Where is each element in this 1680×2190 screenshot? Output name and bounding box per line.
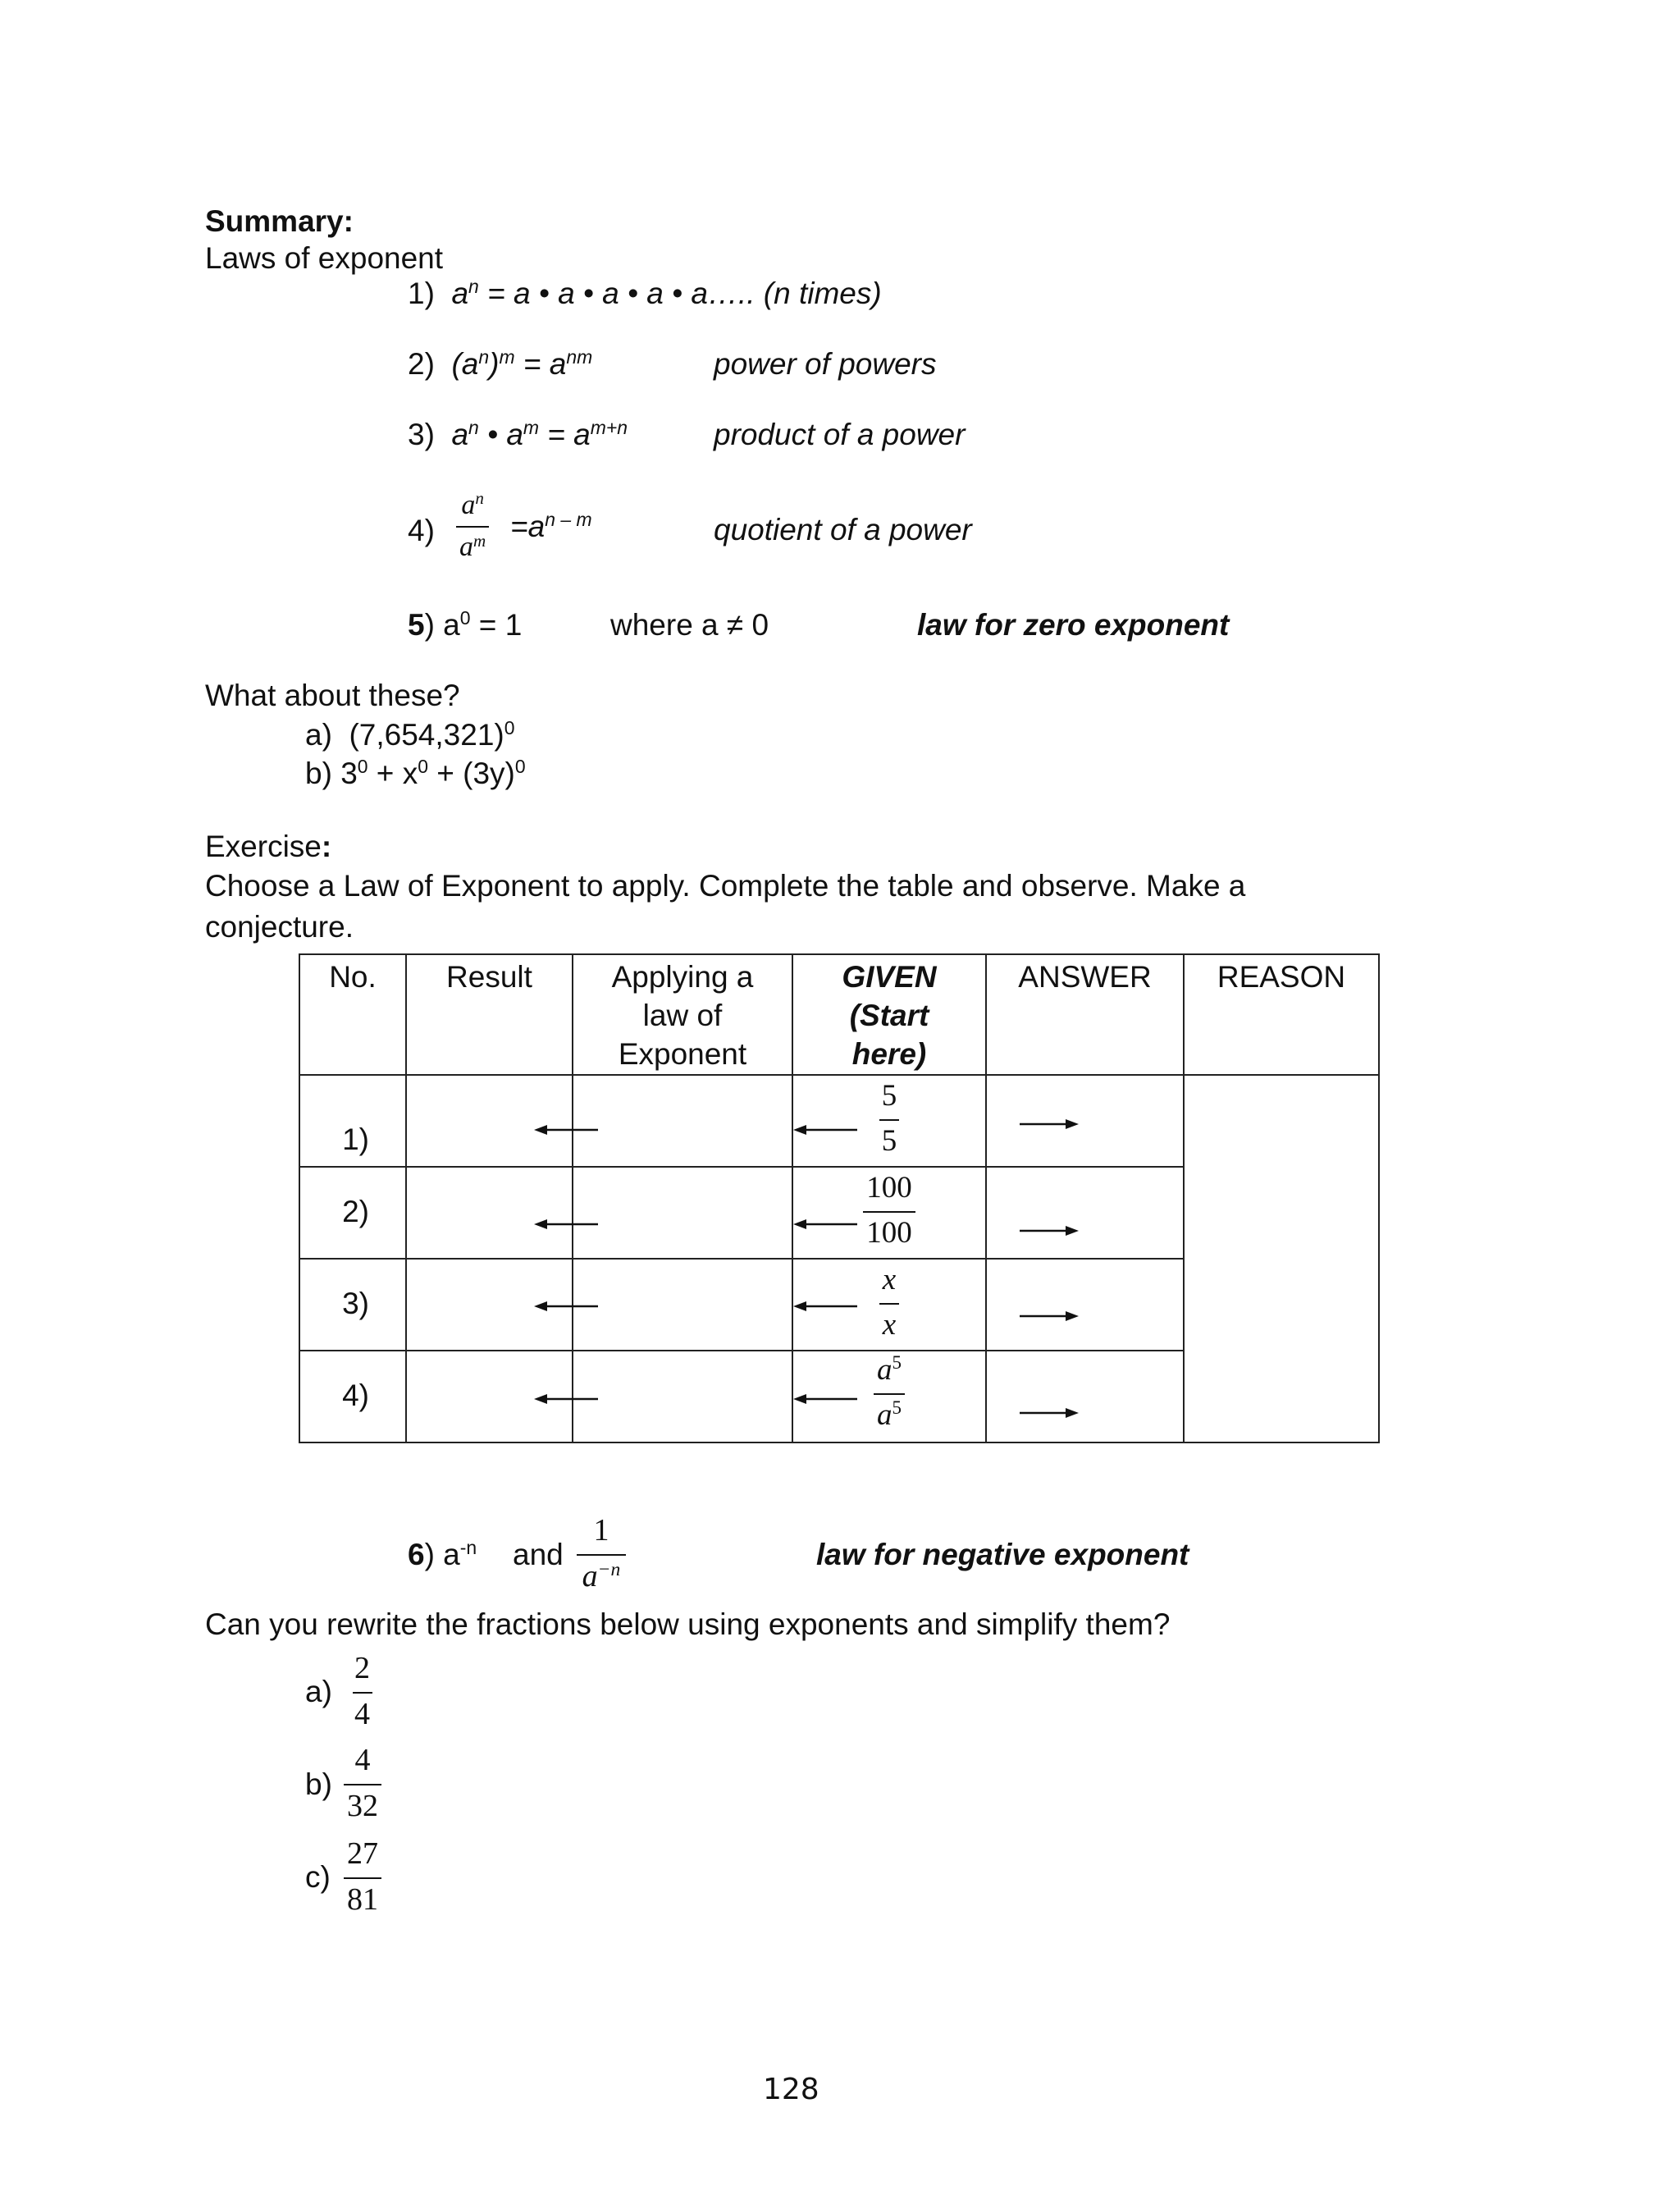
item-b-exp-2: 0 <box>418 756 428 778</box>
law-6-and: and <box>513 1538 564 1571</box>
given-numerator: 100 <box>866 1170 912 1205</box>
header-result <box>406 954 573 1075</box>
law-3-name: product of a power <box>714 418 966 451</box>
rewrite-c-numerator: 27 <box>347 1836 378 1871</box>
row-3-result-cell[interactable] <box>406 1259 573 1351</box>
item-b-term-2: + x <box>368 757 418 790</box>
item-b-term-1: 3 <box>340 757 358 790</box>
row-4-applying-cell[interactable] <box>573 1351 792 1442</box>
exercise-colon: : <box>321 830 332 863</box>
row-4-given-cell <box>792 1351 986 1442</box>
given-fraction <box>879 1263 899 1342</box>
table-header-row <box>299 954 1379 1075</box>
header-given <box>792 954 986 1075</box>
row-number: 4) <box>342 1378 369 1412</box>
item-a-exp: 0 <box>504 717 515 739</box>
row-1-applying-cell[interactable] <box>573 1075 792 1167</box>
law-1-number: 1) <box>408 277 435 310</box>
law-2-paren: ) <box>489 347 500 381</box>
exercise-instructions-line-2: conjecture. <box>205 910 354 944</box>
item-b-exp-1: 0 <box>357 756 368 778</box>
law-4-rhs-base: =a <box>510 510 546 543</box>
right-arrow-icon <box>1020 1310 1079 1322</box>
row-1-given-cell <box>792 1075 986 1167</box>
law-6-numerator: 1 <box>593 1513 609 1548</box>
law-5-name: law for zero exponent <box>917 608 1230 642</box>
law-6-base: a <box>434 1538 460 1571</box>
law-5 <box>408 607 522 643</box>
given-denominator: x <box>882 1307 897 1342</box>
row-1-no <box>299 1075 406 1167</box>
law-5-exp: 0 <box>459 607 471 629</box>
law-5-condition: where a ≠ 0 <box>610 608 769 642</box>
rewrite-a-numerator: 2 <box>354 1651 370 1685</box>
given-denominator: a <box>877 1397 892 1432</box>
header-applying-line-2: law of <box>642 998 723 1032</box>
law-2-outer-exp: m <box>499 346 515 368</box>
given-fraction <box>863 1171 915 1250</box>
law-4-rhs <box>510 509 592 545</box>
laws-subheading: Laws of exponent <box>205 241 444 275</box>
law-2-rhs: = a <box>514 347 567 381</box>
what-about-a <box>305 717 514 753</box>
rewrite-c-label: c) <box>305 1860 331 1894</box>
given-numerator: a <box>877 1352 892 1387</box>
header-no-text: No. <box>329 960 377 994</box>
law-6-denominator: a <box>582 1558 598 1593</box>
rewrite-b-fraction <box>344 1743 381 1824</box>
law-1-expansion: = a • a • a • a • a….. (n times) <box>478 277 882 310</box>
exercise-heading-text: Exercise <box>205 830 322 863</box>
law-4-fraction <box>456 489 489 563</box>
given-numerator-exp: 5 <box>892 1352 902 1374</box>
item-a-label: a) <box>305 718 332 752</box>
item-a-base: (7,654,321) <box>349 718 504 752</box>
law-5-paren: ) <box>424 608 435 642</box>
row-2-answer-cell[interactable] <box>986 1167 1184 1259</box>
header-applying <box>573 954 792 1075</box>
row-2-result-cell[interactable] <box>406 1167 573 1259</box>
item-b-term-3: + (3y) <box>427 757 515 790</box>
table-row <box>299 1075 1379 1167</box>
what-about-prompt: What about these? <box>205 679 460 712</box>
item-b-exp-3: 0 <box>514 756 526 778</box>
law-1-exponent: n <box>468 276 479 298</box>
reason-cell[interactable] <box>1184 1075 1379 1442</box>
law-6-fraction <box>577 1513 626 1594</box>
rewrite-a-fraction <box>351 1651 373 1732</box>
row-number: 3) <box>342 1286 369 1320</box>
law-6-paren: ) <box>424 1538 435 1571</box>
what-about-b <box>305 756 526 792</box>
law-6-name: law for negative exponent <box>816 1538 1189 1571</box>
row-2-no <box>299 1167 406 1259</box>
rewrite-b-denominator: 32 <box>347 1788 378 1823</box>
law-5-number: 5 <box>408 608 425 642</box>
row-3-given-cell <box>792 1259 986 1351</box>
row-4-answer-cell[interactable] <box>986 1351 1184 1442</box>
law-3-number: 3) <box>408 418 435 451</box>
header-reason <box>1184 954 1379 1075</box>
given-fraction <box>874 1353 905 1433</box>
given-numerator: x <box>882 1262 897 1296</box>
exercise-table <box>299 953 1380 1443</box>
law-1-base: a <box>451 277 469 310</box>
header-given-line-3: here) <box>851 1036 927 1071</box>
law-2-lhs: (a <box>451 347 479 381</box>
given-denominator-exp: 5 <box>892 1397 902 1418</box>
law-3-rhs-exp: m+n <box>590 417 628 439</box>
law-3-rhs: = a <box>539 418 591 451</box>
rewrite-b-numerator: 4 <box>354 1743 371 1777</box>
row-number: 2) <box>342 1194 369 1228</box>
law-6 <box>408 1537 477 1573</box>
row-3-applying-cell[interactable] <box>573 1259 792 1351</box>
header-applying-line-1: Applying a <box>611 960 754 994</box>
row-2-given-cell <box>792 1167 986 1259</box>
exercise-heading <box>205 829 331 865</box>
right-arrow-icon <box>1020 1225 1079 1237</box>
rewrite-a-denominator: 4 <box>354 1696 370 1731</box>
law-3-base-1: a <box>451 418 469 451</box>
header-given-line-2: (Start <box>849 998 929 1032</box>
law-3-base-2: • a <box>478 418 523 451</box>
row-1-answer-cell[interactable] <box>986 1075 1184 1167</box>
row-2-applying-cell[interactable] <box>573 1167 792 1259</box>
law-6-exp: -n <box>459 1537 477 1559</box>
given-denominator: 100 <box>866 1215 912 1250</box>
rewrite-c-denominator: 81 <box>347 1881 378 1917</box>
law-2-rhs-exp: nm <box>566 346 593 368</box>
law-2-inner-exp: n <box>478 346 490 368</box>
law-2 <box>408 346 592 382</box>
given-fraction <box>879 1079 901 1159</box>
row-4-no <box>299 1351 406 1442</box>
item-b-label: b) <box>305 757 332 790</box>
law-6-denominator-exp: −n <box>597 1558 621 1580</box>
law-4-number: 4) <box>408 514 435 547</box>
row-3-answer-cell[interactable] <box>986 1259 1184 1351</box>
law-4-denominator-exp: m <box>473 530 486 551</box>
given-denominator: 5 <box>881 1123 897 1158</box>
rewrite-a-label: a) <box>305 1675 332 1708</box>
header-applying-line-3: Exponent <box>618 1036 747 1071</box>
law-5-rhs: = 1 <box>470 608 523 642</box>
law-6-number: 6 <box>408 1538 425 1571</box>
law-4-numerator: a <box>461 490 476 520</box>
header-answer-text: ANSWER <box>1018 960 1152 994</box>
law-4-rhs-exp: n – m <box>545 509 592 531</box>
header-given-line-1: GIVEN <box>842 960 937 994</box>
given-numerator: 5 <box>881 1078 897 1113</box>
law-4-name: quotient of a power <box>714 513 972 546</box>
rewrite-prompt: Can you rewrite the fractions below using exponents and simplify them? <box>205 1607 1171 1641</box>
law-1 <box>408 276 882 312</box>
right-arrow-icon <box>1020 1407 1079 1419</box>
law-4-denominator: a <box>459 532 473 563</box>
row-3-no <box>299 1259 406 1351</box>
law-2-number: 2) <box>408 347 435 381</box>
right-arrow-icon <box>1020 1118 1079 1130</box>
law-3 <box>408 417 628 453</box>
law-3-exp-2: m <box>523 417 540 439</box>
law-4-numerator-exp: n <box>475 488 484 509</box>
exercise-instructions-line-1: Choose a Law of Exponent to apply. Complete the table and observe. Make a <box>205 869 1246 903</box>
law-2-name: power of powers <box>714 347 937 381</box>
law-5-base: a <box>434 608 460 642</box>
law-3-exp-1: n <box>468 417 479 439</box>
row-1-result-cell[interactable] <box>406 1075 573 1167</box>
header-no <box>299 954 406 1075</box>
header-answer <box>986 954 1184 1075</box>
page-number: 128 <box>763 2073 819 2106</box>
rewrite-b-label: b) <box>305 1767 332 1801</box>
summary-heading: Summary: <box>205 204 354 238</box>
rewrite-c-fraction <box>344 1836 381 1918</box>
header-result-text: Result <box>446 960 532 994</box>
row-number: 1) <box>342 1122 369 1156</box>
row-4-result-cell[interactable] <box>406 1351 573 1442</box>
header-reason-text: REASON <box>1217 960 1346 994</box>
